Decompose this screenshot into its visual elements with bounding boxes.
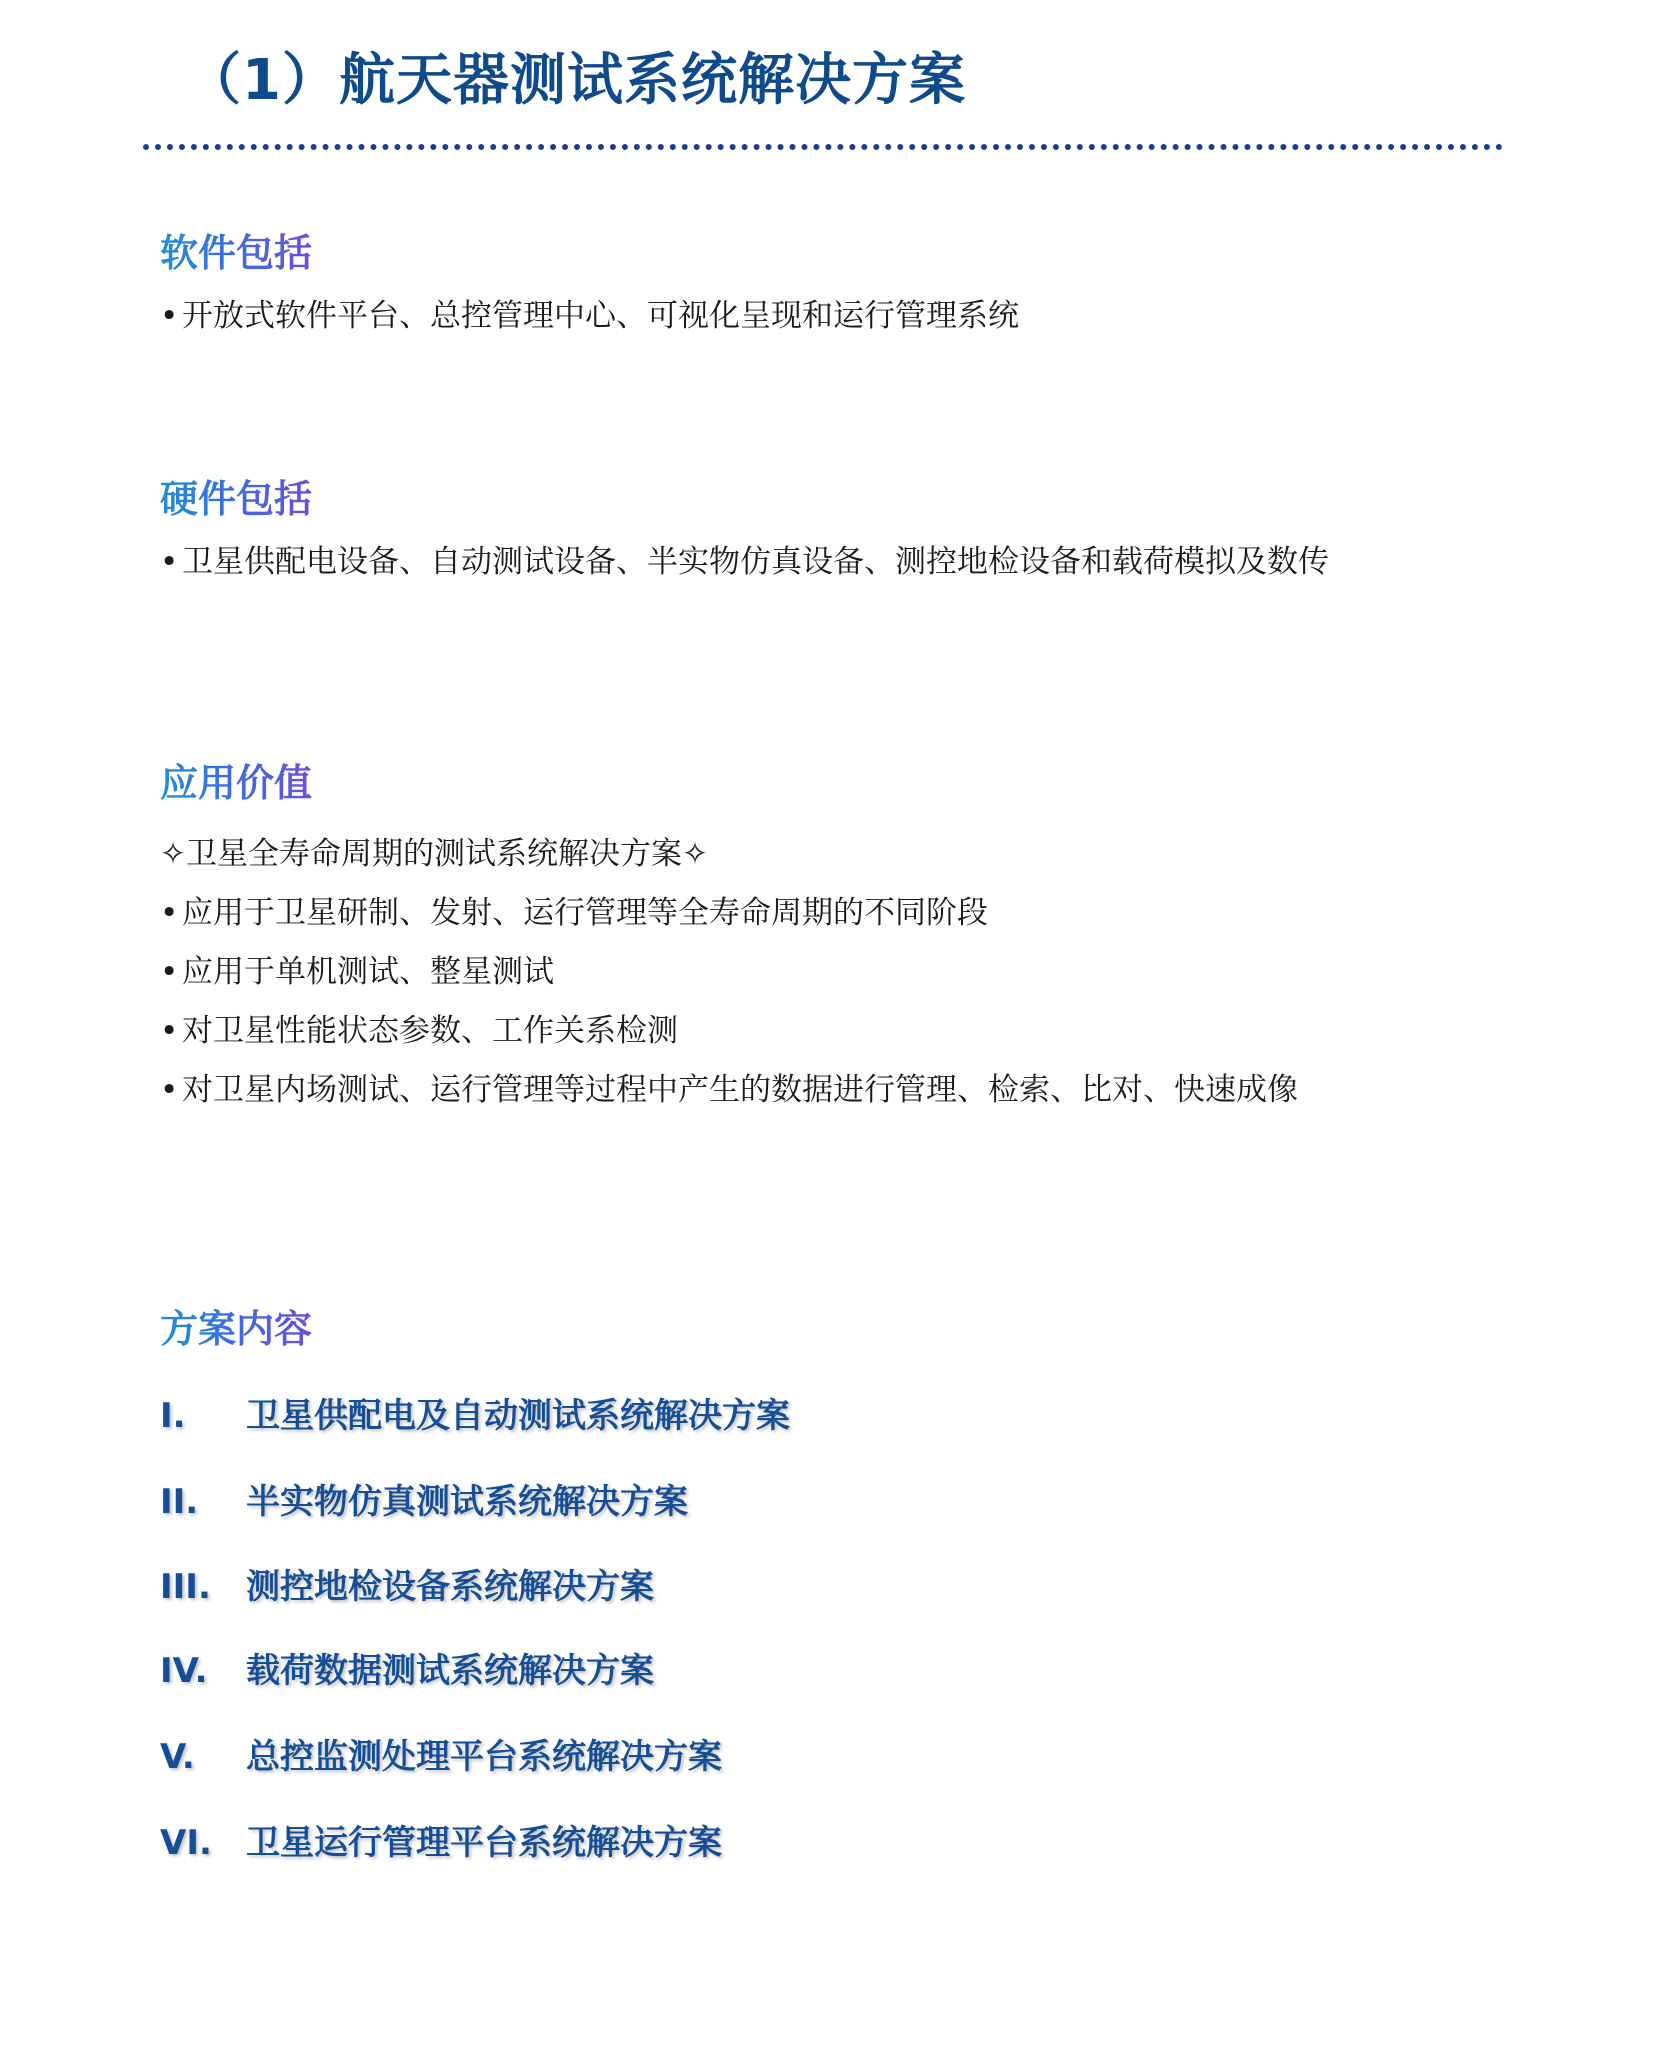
software-heading: 软件包括 [160,222,312,277]
bullet-icon: • [160,895,179,931]
dotted-divider [143,144,1503,150]
value-subtitle: ✧卫星全寿命周期的测试系统解决方案✧ [160,836,708,872]
toc-text: 测控地检设备系统解决方案 [246,1567,654,1607]
page-title: （1）航天器测试系统解决方案 [185,48,966,113]
toc-item [160,1815,722,1864]
bullet-icon: • [160,1013,179,1049]
hardware-item [160,536,1329,581]
value-item-text: 对卫星性能状态参数、工作关系检测 [182,1013,678,1049]
value-item-text: 应用于卫星研制、发射、运行管理等全寿命周期的不同阶段 [182,895,988,931]
toc-text: 半实物仿真测试系统解决方案 [246,1482,688,1522]
toc-item [160,1643,654,1692]
toc-text: 载荷数据测试系统解决方案 [246,1651,654,1691]
value-item [160,1005,678,1050]
toc-number: I. [160,1396,186,1436]
toc-number: VI. [160,1823,212,1863]
value-item [160,1064,1298,1109]
bullet-icon: • [160,1072,179,1108]
toc-number: II. [160,1482,199,1522]
toc-item [160,1559,654,1608]
toc-item [160,1388,790,1437]
toc-text: 卫星供配电及自动测试系统解决方案 [246,1396,790,1436]
value-heading: 应用价值 [160,752,312,807]
toc-number: III. [160,1567,211,1607]
toc-number: IV. [160,1651,208,1691]
value-item [160,946,554,991]
toc-text: 总控监测处理平台系统解决方案 [246,1737,722,1777]
toc-item [160,1474,688,1523]
bullet-icon: • [160,298,179,334]
toc-number: V. [160,1737,195,1777]
hardware-item-text: 卫星供配电设备、自动测试设备、半实物仿真设备、测控地检设备和载荷模拟及数传 [182,544,1329,580]
toc-item [160,1729,722,1778]
software-item-text: 开放式软件平台、总控管理中心、可视化呈现和运行管理系统 [182,298,1019,334]
toc-text: 卫星运行管理平台系统解决方案 [246,1823,722,1863]
content-heading: 方案内容 [160,1298,312,1353]
bullet-icon: • [160,954,179,990]
software-item [160,290,1019,335]
value-item-text: 对卫星内场测试、运行管理等过程中产生的数据进行管理、检索、比对、快速成像 [182,1072,1298,1108]
value-item [160,887,988,932]
value-item-text: 应用于单机测试、整星测试 [182,954,554,990]
bullet-icon: • [160,544,179,580]
hardware-heading: 硬件包括 [160,468,312,523]
